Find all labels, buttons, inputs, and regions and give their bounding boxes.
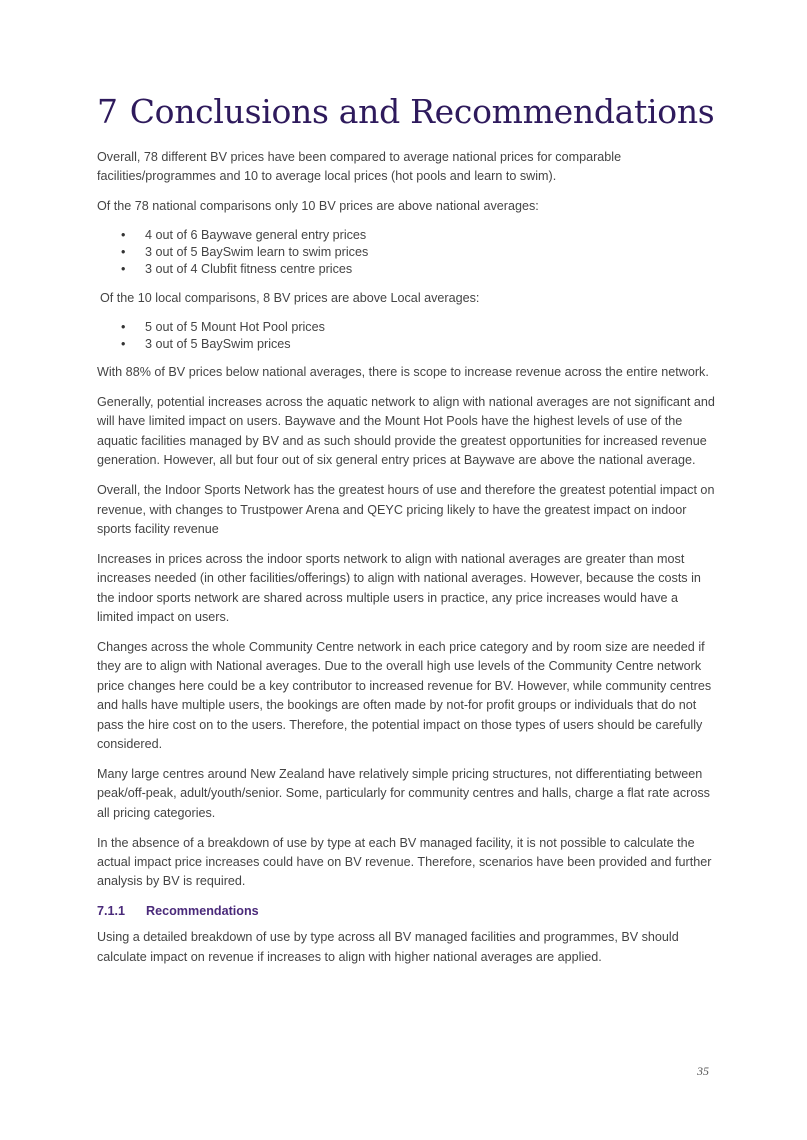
paragraph: Of the 10 local comparisons, 8 BV prices are above Local averages: [100,290,480,305]
section-heading [97,92,714,131]
list-item: • 3 out of 5 BaySwim learn to swim prices [145,244,715,261]
section-title: Conclusions and Recommendations [129,92,715,131]
national-comparison-list [97,227,715,278]
subsection-title: Recommendations [146,904,259,919]
paragraph: Overall, the Indoor Sports Network has the greatest hours of use and therefore the greatest potential impact on revenue, with changes to Trustpower Arena and QEYC pricing likely to have the greatest impact on indoor sports facility revenue [97,483,715,536]
list-item: • 4 out of 6 Baywave general entry prices [145,227,715,244]
list-item: • 5 out of 5 Mount Hot Pool prices [145,319,715,336]
paragraph: Changes across the whole Community Centre network in each price category and by room size are needed if they are to align with National averages. Due to the overall high use levels of the Community Centre network price changes here could be a key contributor to increased revenue for BV. However, while community centres and halls have multiple users, the bookings are often made by not-for profit groups or individuals that do not pass the hire cost on to the users. Therefore, the potential impact on those types of users should be carefully considered. [97,640,712,752]
list-item: • 3 out of 5 BaySwim prices [145,336,715,353]
subsection-number: 7.1.1 [97,904,126,919]
paragraph: Increases in prices across the indoor sports network to align with national averages are greater than most increases needed (in other facilities/offerings) to align with national averages. However, because the costs in the indoor sports network are shared across multiple users in practice, any price increases would have a limited impact on users. [97,551,701,625]
paragraph: Using a detailed breakdown of use by type across all BV managed facilities and programmes, BV should calculate impact on revenue if increases to align with higher national averages are applied. [97,930,679,964]
subsection-heading [97,902,715,920]
paragraph: Overall, 78 different BV prices have been compared to average national prices for comparable facilities/programmes and 10 to average local prices (hot pools and learn to swim). [97,150,622,184]
paragraph: Many large centres around New Zealand have relatively simple pricing structures, not differentiating between peak/off-peak, adult/youth/senior. Some, particularly for community centres and halls, charge a flat rate across all pricing categories. [97,766,710,820]
section-number: 7 [97,92,118,131]
paragraph: With 88% of BV prices below national averages, there is scope to increase revenue across the entire network. [97,365,709,380]
paragraph: Of the 78 national comparisons only 10 BV prices are above national averages: [97,199,539,214]
list-item: • 3 out of 4 Clubfit fitness centre prices [145,261,715,278]
paragraph: In the absence of a breakdown of use by type at each BV managed facility, it is not possible to calculate the actual impact price increases could have on BV revenue. Therefore, scenarios have been provided and further analysis by BV is required. [97,835,712,889]
paragraph: Generally, potential increases across the aquatic network to align with national averages are not significant and will have limited impact on users. Baywave and the Mount Hot Pools have the highest levels of use of the aquatic facilities managed by BV and as such should provide the greatest opportunities for increased revenue generation. However, all but four out of six general entry prices at Baywave are above the national average. [97,395,715,468]
page-number: 35 [697,1064,709,1078]
local-comparison-list [97,319,715,353]
section-body [97,148,715,978]
